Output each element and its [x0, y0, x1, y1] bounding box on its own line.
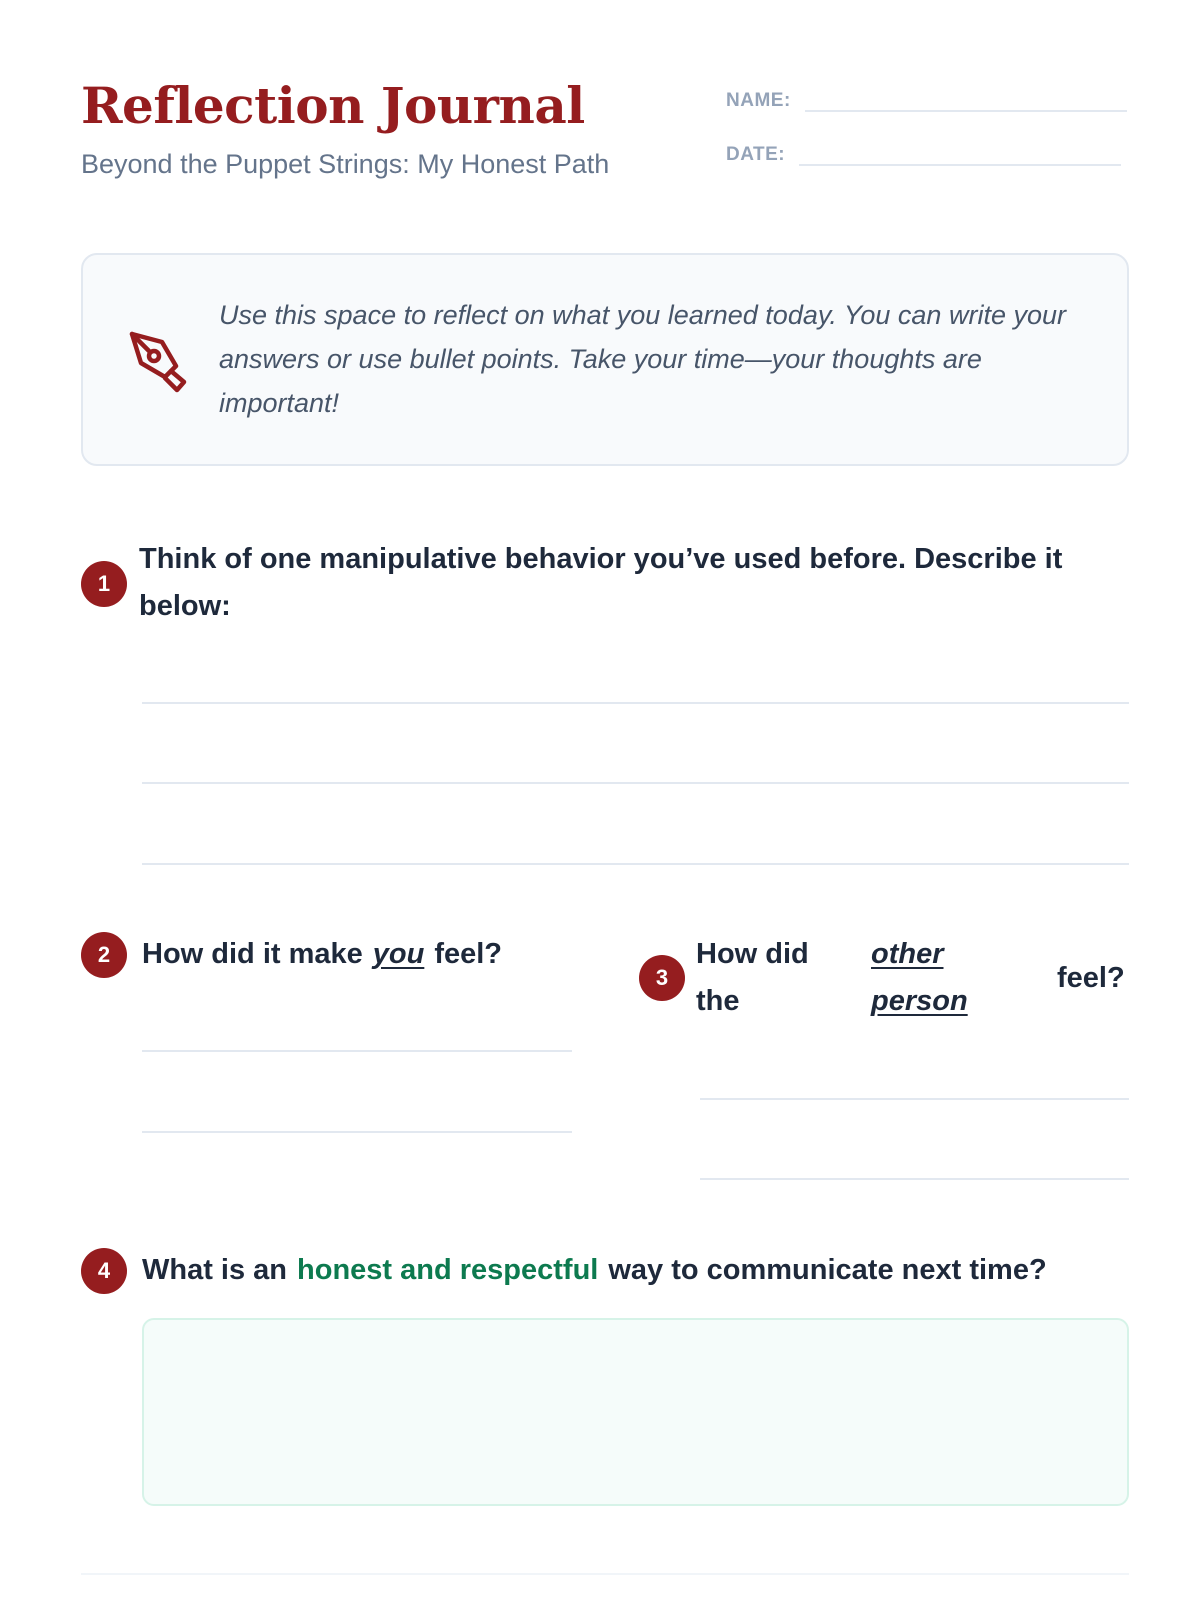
question-3-emphasis-line1: other — [871, 938, 944, 970]
name-write-line[interactable] — [805, 86, 1127, 112]
question-4-highlight: honest and respectful — [297, 1254, 599, 1286]
pen-nib-icon — [127, 328, 193, 394]
date-label: DATE: — [726, 144, 786, 165]
question-3-emphasis-line2: person — [871, 985, 968, 1017]
footer-divider — [81, 1573, 1129, 1575]
question-3-text-after: feel? — [1057, 962, 1125, 994]
page-title: Reflection Journal — [81, 76, 585, 135]
question-4-text-before: What is an — [142, 1254, 288, 1286]
name-field[interactable] — [726, 86, 1127, 112]
question-3-emphasis — [871, 931, 968, 1025]
page-subtitle: Beyond the Puppet Strings: My Honest Path — [81, 149, 610, 179]
answer-line[interactable] — [142, 702, 1129, 704]
name-label: NAME: — [726, 90, 791, 111]
answer-line[interactable] — [142, 863, 1129, 865]
question-1-badge: 1 — [81, 561, 127, 607]
question-3-text-before — [696, 931, 809, 1025]
question-2-text — [142, 931, 502, 978]
question-4-text — [142, 1247, 1047, 1294]
question-3-before-line2: the — [696, 985, 740, 1017]
date-field[interactable] — [726, 140, 1121, 166]
question-1-text: Think of one manipulative behavior you’ve used before. Describe it below: — [139, 543, 1063, 622]
answer-box[interactable] — [142, 1318, 1129, 1506]
question-4-badge: 4 — [81, 1248, 127, 1294]
instructions-text: Use this space to reflect on what you learned today. You can write your answers or use bullet points. Take your time—your thoughts are important! — [219, 300, 1066, 418]
answer-line[interactable] — [142, 1050, 572, 1052]
question-2-text-after: feel? — [434, 938, 503, 970]
instructions-callout — [81, 253, 1129, 466]
question-2-emphasis: you — [372, 938, 425, 970]
question-2-badge: 2 — [81, 932, 127, 978]
question-3-before-line1: How did — [696, 938, 809, 970]
question-4-text-after: way to communicate next time? — [608, 1254, 1047, 1286]
date-write-line[interactable] — [799, 140, 1121, 166]
question-2-text-before: How did it make — [142, 938, 363, 970]
answer-line[interactable] — [700, 1098, 1129, 1100]
answer-line[interactable] — [142, 1131, 572, 1133]
answer-line[interactable] — [700, 1178, 1129, 1180]
answer-line[interactable] — [142, 782, 1129, 784]
question-3-badge: 3 — [639, 955, 685, 1001]
